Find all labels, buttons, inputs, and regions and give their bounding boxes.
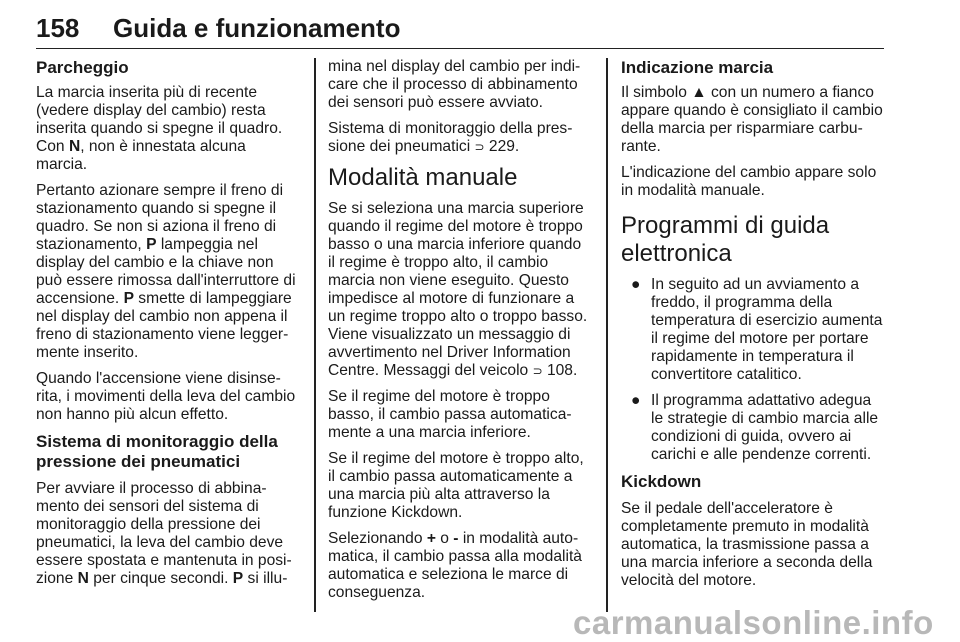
gear-indication-heading: Indicazione marcia [621, 58, 774, 77]
page-number: 158 [36, 13, 80, 43]
kickdown-paragraph: Se il pedale dell'acceleratore è completamente premuto in modalità automatica, la trasmissione passa a una marcia inferiore a seconda della velocità del motore. [621, 500, 873, 589]
parking-heading: Parcheggio [36, 58, 129, 77]
gear-paragraph-2: L'indicazione del cambio appare solo in modalità manuale. [621, 164, 877, 199]
bullet-icon: ● [631, 276, 641, 293]
bullet-icon: ● [631, 392, 641, 409]
page-ref-icon: ⊃ [532, 364, 543, 378]
tpms-continuation: mina nel display del cambio per indicare che il processo di abbinamento dei sensori può essere avviato. [328, 58, 581, 111]
list-item: ● In seguito ad un avviamento a freddo, il programma della temperatura di esercizio aumenta il regime del motore per portare rapidamente in temperatura il convertitore catalitico. [631, 276, 883, 383]
manual-paragraph-4: Selezionando + o - in modalità automatica, il cambio passa alla modalità automatica e seleziona le marce di conseguenza. [328, 530, 582, 601]
parking-paragraph: La marcia inserita più di recente (vedere display del cambio) resta inserita quando si spegne il quadro. Con N, non è innestata alcuna marcia. [36, 84, 283, 173]
electronic-programs-heading: Programmi di guida elettronica [621, 212, 830, 267]
programs-list [621, 276, 886, 464]
manual-paragraph-2: Se il regime del motore è troppo basso, il cambio passa automaticamente a una marcia inferiore. [328, 388, 572, 441]
tpms-reference: Sistema di monitoraggio della pressione dei pneumatici ⊃ 229. [328, 120, 573, 155]
column-middle [328, 58, 592, 610]
gear-paragraph-1: Il simbolo ▲ con un numero a fianco appare quando è consigliato il cambio della marcia per risparmiare carburante. [621, 84, 883, 155]
ignition-off-paragraph: Quando l'accensione viene disinserita, i movimenti della leva del cambio non hanno più alcun effetto. [36, 370, 296, 423]
page-ref-icon: ⊃ [474, 140, 485, 154]
column-left [36, 58, 300, 596]
kickdown-heading: Kickdown [621, 472, 702, 491]
page-header [36, 6, 884, 49]
column-divider [606, 58, 608, 612]
list-item: ● Il programma adattativo adegua le strategie di cambio marcia alle condizioni di guida, ovvero ai carichi e alle pendenze correnti. [631, 392, 879, 463]
tpms-paragraph: Per avviare il processo di abbinamento dei sensori del sistema di monitoraggio della pressione dei pneumatici, la leva del cambio deve essere spostata e mantenuta in posizione N per cinque secondi. P si illu- [36, 480, 292, 587]
column-divider [314, 58, 316, 612]
page-title: Guida e funzionamento [113, 13, 401, 43]
parking-brake-paragraph: Pertanto azionare sempre il freno di stazionamento quando si spegne il quadro. Se non si aziona il freno di stazionamento, P lampeggia nel display del cambio e la chiave non può essere rimossa dall'interruttore di accensione. P smette di lampeggiare nel display del cambio non appena il freno di stazionamento viene leggermente inserito. [36, 182, 296, 361]
manual-paragraph-1: Se si seleziona una marcia superiore quando il regime del motore è troppo basso o una marcia inferiore quando il regime è troppo alto, il cambio marcia non viene eseguito. Questo impedisce al motore di funzionare a un regime troppo alto o troppo basso. Viene visualizzato un messaggio di avvertimento nel Driver Information Centre. Messaggi del veicolo ⊃ 108. [328, 200, 588, 379]
watermark: carmanualsonline.info [573, 604, 934, 641]
upshift-triangle-icon: ▲ [691, 84, 707, 101]
tpms-heading: Sistema di monitoraggio della pressione dei pneumatici [36, 432, 278, 471]
column-right [621, 58, 886, 598]
manual-paragraph-3: Se il regime del motore è troppo alto, il cambio passa automaticamente a una marcia più alta attraverso la funzione Kickdown. [328, 450, 584, 521]
manual-mode-heading: Modalità manuale [328, 164, 518, 191]
